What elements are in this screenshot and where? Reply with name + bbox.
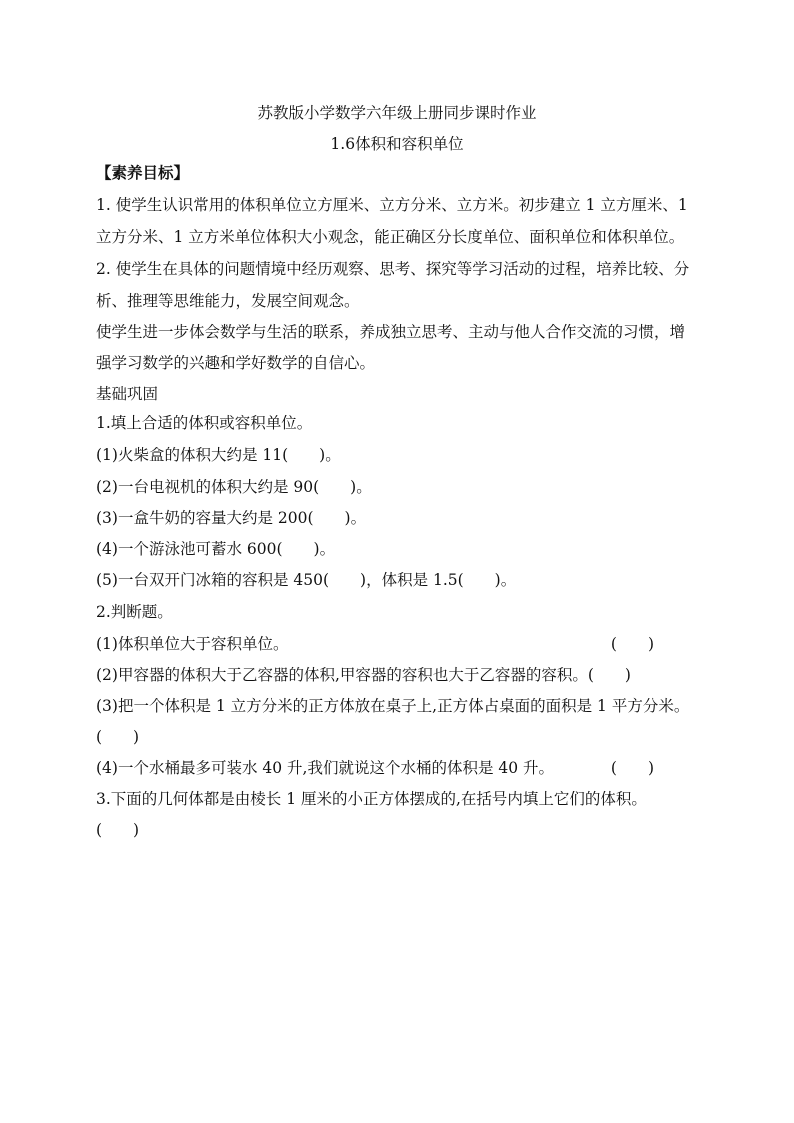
question-2-item: (3)把一个体积是 1 立方分米的正方体放在桌子上,正方体占桌面的面积是 1 平方分米。: [96, 697, 690, 715]
goals-heading: 【素养目标】: [96, 163, 190, 182]
answer-paren: ( ): [610, 635, 654, 653]
question-2-item-text: (1)体积单位大于容积单位。: [96, 635, 289, 653]
question-2-item: [96, 758, 706, 778]
basics-heading: 基础巩固: [96, 385, 159, 403]
question-1-item: (5)一台双开门冰箱的容积是 450( )，体积是 1.5( )。: [96, 571, 517, 589]
goal-line: 1. 使学生认识常用的体积单位立方厘米、立方分米、立方米。初步建立 1 立方厘米、1: [96, 196, 688, 214]
question-2-item: (2)甲容器的体积大于乙容器的体积,甲容器的容积也大于乙容器的容积。( ): [96, 666, 631, 684]
goal-line: 析、推理等思维能力，发展空间观念。: [96, 292, 360, 310]
question-2-item-text: (4)一个水桶最多可装水 40 升,我们就说这个水桶的体积是 40 升。: [96, 759, 555, 777]
question-1-item: (1)火柴盒的体积大约是 11( )。: [96, 446, 341, 464]
question-1-item: (4)一个游泳池可蓄水 600( )。: [96, 540, 336, 558]
goal-line: 使学生进一步体会数学与生活的联系，养成独立思考、主动与他人合作交流的习惯，增: [96, 323, 686, 341]
answer-paren: ( ): [96, 728, 140, 746]
question-2-item: [96, 634, 706, 654]
goal-line: 强学习数学的兴趣和学好数学的自信心。: [96, 354, 376, 372]
question-1-title: 1.填上合适的体积或容积单位。: [96, 414, 313, 432]
answer-paren: ( ): [96, 821, 140, 839]
question-1-item: (3)一盒牛奶的容量大约是 200( )。: [96, 509, 367, 527]
goal-line: 2. 使学生在具体的问题情境中经历观察、思考、探究等学习活动的过程，培养比较、分: [96, 260, 690, 278]
question-2-title: 2.判断题。: [96, 603, 173, 621]
question-3-title: 3.下面的几何体都是由棱长 1 厘米的小正方体摆成的,在括号内填上它们的体积。: [96, 790, 647, 808]
question-1-item: (2)一台电视机的体积大约是 90( )。: [96, 478, 372, 496]
document-title: 苏教版小学数学六年级上册同步课时作业: [257, 104, 537, 122]
answer-paren: ( ): [610, 759, 654, 777]
goal-line: 立方分米、1 立方米单位体积大小观念，能正确区分长度单位、面积单位和体积单位。: [96, 228, 685, 246]
document-subtitle: 1.6体积和容积单位: [330, 135, 464, 153]
